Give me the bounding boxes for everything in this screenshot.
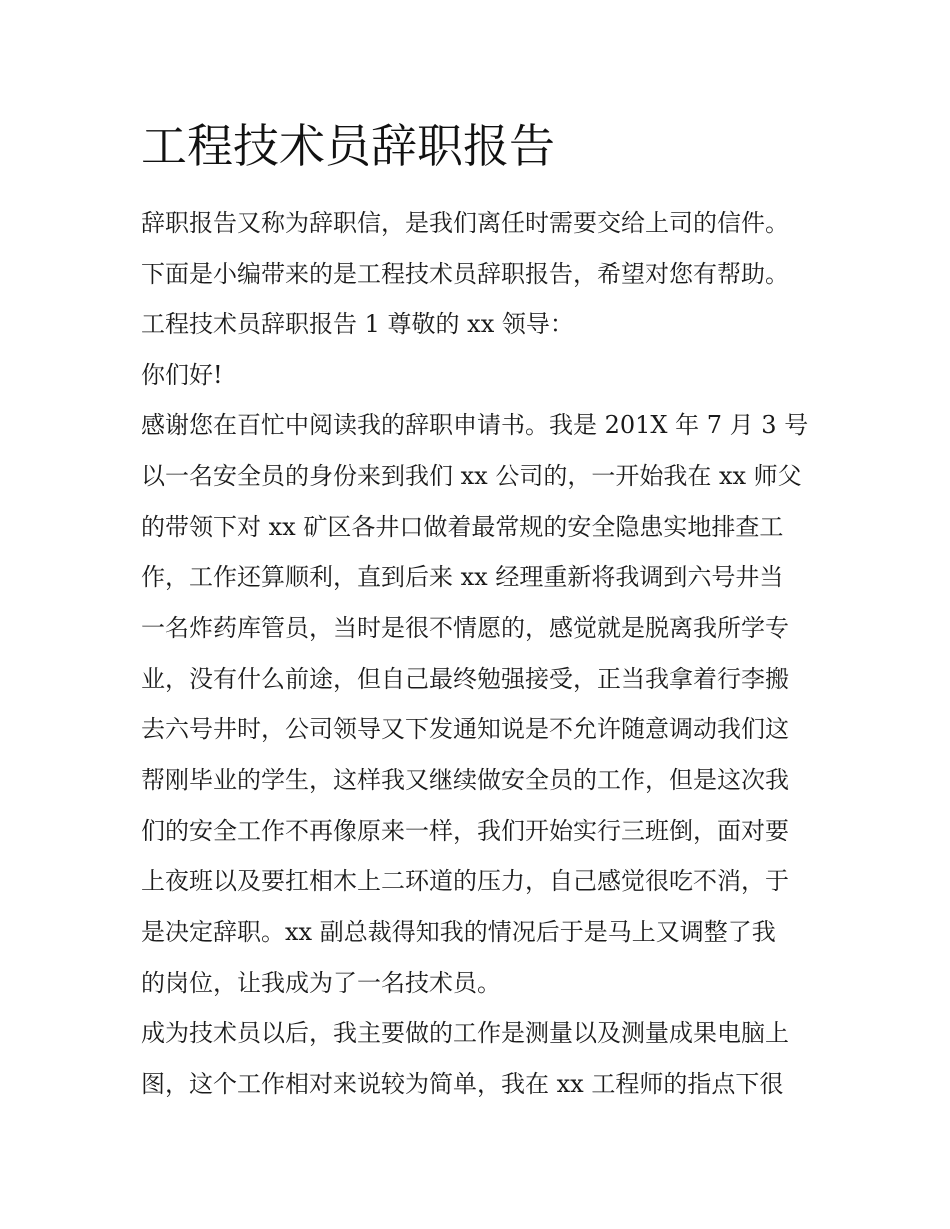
paragraph-line: 去六号井时，公司领导又下发通知说是不允许随意调动我们这 [141, 715, 789, 743]
paragraph-line: 成为技术员以后，我主要做的工作是测量以及测量成果电脑上 [141, 1019, 789, 1047]
paragraph-line: 业，没有什么前途，但自己最终勉强接受，正当我拿着行李搬 [141, 665, 789, 693]
paragraph-line: 是决定辞职。xx 副总裁得知我的情况后于是马上又调整了我 [141, 918, 776, 946]
document-title: 工程技术员辞职报告 [141, 119, 555, 173]
paragraph-line: 感谢您在百忙中阅读我的辞职申请书。我是 201X 年 7 月 3 号 [141, 411, 809, 439]
paragraph-line: 图，这个工作相对来说较为简单，我在 xx 工程师的指点下很 [141, 1070, 784, 1098]
paragraph-line: 一名炸药库管员，当时是很不情愿的，感觉就是脱离我所学专 [141, 614, 789, 642]
paragraph-line: 帮刚毕业的学生，这样我又继续做安全员的工作，但是这次我 [141, 766, 789, 794]
paragraph-line: 们的安全工作不再像原来一样，我们开始实行三班倒，面对要 [141, 817, 789, 845]
paragraph-line: 以一名安全员的身份来到我们 xx 公司的，一开始我在 xx 师父 [141, 462, 802, 490]
paragraph-line: 辞职报告又称为辞职信，是我们离任时需要交给上司的信件。 [141, 209, 789, 237]
paragraph-line: 上夜班以及要扛相木上二环道的压力，自己感觉很吃不消，于 [141, 867, 789, 895]
paragraph-line: 的岗位，让我成为了一名技术员。 [141, 969, 501, 997]
paragraph-line: 的带领下对 xx 矿区各井口做着最常规的安全隐患实地排查工 [141, 513, 784, 541]
paragraph-line: 你们好! [141, 361, 223, 389]
paragraph-line: 作，工作还算顺利，直到后来 xx 经理重新将我调到六号井当 [141, 563, 784, 591]
paragraph-line: 工程技术员辞职报告 1 尊敬的 xx 领导： [141, 310, 574, 338]
paragraph-line: 下面是小编带来的是工程技术员辞职报告，希望对您有帮助。 [141, 260, 789, 288]
